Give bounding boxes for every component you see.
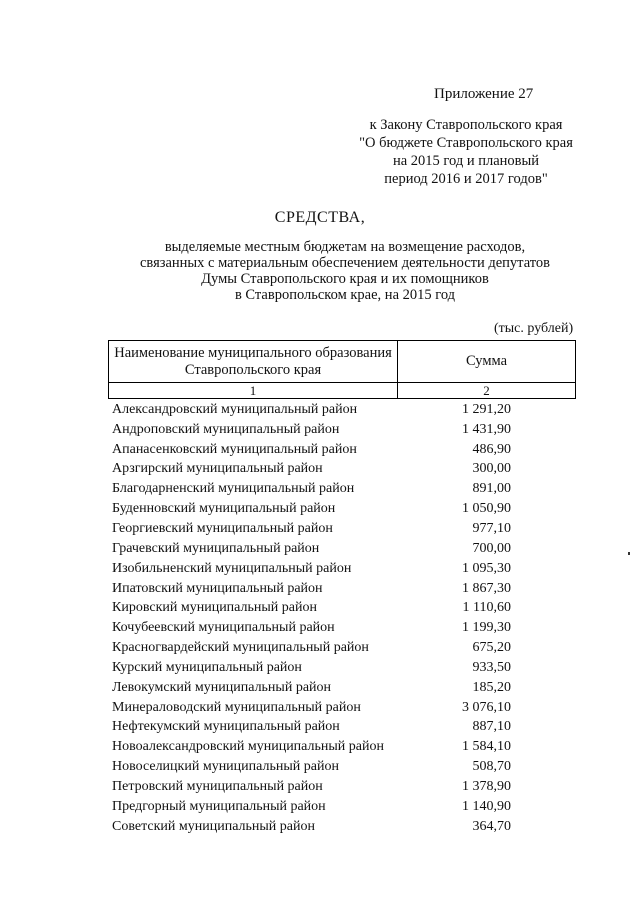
table-row: [108, 440, 576, 460]
subtitle-line: выделяемые местным бюджетам на возмещение расходов,: [164, 239, 526, 255]
municipality-name: Новоалександровский муниципальный район: [112, 739, 384, 755]
municipality-name: Александровский муниципальный район: [112, 401, 358, 417]
table-row: [108, 618, 576, 638]
document-title: СРЕДСТВА,: [274, 209, 366, 226]
table-row: [108, 658, 576, 678]
law-line: на 2015 год и плановый: [392, 153, 540, 169]
table-row: [108, 638, 576, 658]
table-row: [108, 400, 576, 420]
subtitle-line: в Ставропольском крае, на 2015 год: [234, 287, 456, 303]
table-row: [108, 698, 576, 718]
amount-value: 700,00: [472, 540, 511, 556]
municipality-name: Андроповский муниципальный район: [112, 421, 340, 437]
column-header-name: [109, 341, 398, 382]
municipality-name: Красногвардейский муниципальный район: [112, 640, 369, 656]
municipality-name: Советский муниципальный район: [112, 818, 315, 834]
municipality-name: Буденновский муниципальный район: [112, 501, 336, 517]
table-row: [108, 797, 576, 817]
table-row: [108, 519, 576, 539]
table-row: [108, 539, 576, 559]
municipality-name: Петровский муниципальный район: [112, 778, 323, 794]
municipality-name: Ипатовский муниципальный район: [112, 580, 323, 596]
amount-value: 1 095,30: [462, 560, 511, 576]
municipality-name: Предгорный муниципальный район: [112, 798, 326, 814]
municipality-name: Новоселицкий муниципальный район: [112, 759, 339, 775]
table-row: [108, 460, 576, 480]
subtitle-line: Думы Ставропольского края и их помощников: [201, 271, 489, 287]
subtitle-line: связанных с материальным обеспечением деятельности депутатов: [139, 255, 550, 271]
table-body: [108, 400, 576, 837]
amount-value: 1 431,90: [462, 421, 511, 437]
amount-value: 1 867,30: [462, 580, 511, 596]
amount-value: 887,10: [472, 719, 511, 735]
municipality-name: Изобильненский муниципальный район: [112, 560, 352, 576]
amount-value: 1 199,30: [462, 620, 511, 636]
municipality-name: Благодарненский муниципальный район: [112, 481, 355, 497]
table-row: [108, 579, 576, 599]
amount-value: 891,00: [472, 481, 511, 497]
municipality-name: Минераловодский муниципальный район: [112, 699, 361, 715]
table-row: [108, 598, 576, 618]
table-row: [108, 777, 576, 797]
municipality-name: Георгиевский муниципальный район: [112, 520, 333, 536]
column-numbers-row: [108, 383, 576, 399]
amount-value: 977,10: [472, 520, 511, 536]
funds-table: [108, 340, 576, 837]
column-number-1: 1: [109, 383, 398, 398]
amount-value: 1 140,90: [462, 798, 511, 814]
law-reference: [356, 116, 576, 188]
municipality-name: Апанасенковский муниципальный район: [112, 441, 357, 457]
amount-value: 508,70: [472, 759, 511, 775]
table-row: [108, 757, 576, 777]
amount-value: 1 110,60: [462, 600, 511, 616]
table-row: [108, 817, 576, 837]
municipality-name: Нефтекумский муниципальный район: [112, 719, 340, 735]
column-header-name-line: Наименование муниципального образования: [114, 344, 392, 361]
municipality-name: Левокумский муниципальный район: [112, 679, 332, 695]
table-row: [108, 718, 576, 738]
amount-value: 300,00: [472, 461, 511, 477]
document-subtitle: [110, 239, 580, 303]
amount-value: 1 291,20: [462, 401, 511, 417]
municipality-name: Грачевский муниципальный район: [112, 540, 320, 556]
table-row: [108, 420, 576, 440]
amount-value: 364,70: [472, 818, 511, 834]
law-line: к Закону Ставропольского края: [369, 117, 563, 133]
amount-value: 3 076,10: [462, 699, 511, 715]
amount-value: 486,90: [472, 441, 511, 457]
table-row: [108, 499, 576, 519]
appendix-number: Приложение 27: [434, 86, 534, 102]
municipality-name: Кочубеевский муниципальный район: [112, 620, 335, 636]
amount-value: 1 584,10: [462, 739, 511, 755]
column-header-sum: Сумма: [465, 353, 508, 369]
table-header: [108, 340, 576, 383]
amount-value: 1 050,90: [462, 501, 511, 517]
municipality-name: Кировский муниципальный район: [112, 600, 317, 616]
amount-value: 675,20: [472, 640, 511, 656]
municipality-name: Арзгирский муниципальный район: [112, 461, 323, 477]
table-row: [108, 678, 576, 698]
table-row: [108, 737, 576, 757]
column-header-name-line: Ставропольского края: [184, 361, 322, 378]
scan-mark: [628, 552, 630, 555]
table-row: [108, 559, 576, 579]
units-label: (тыс. рублей): [494, 321, 574, 336]
column-number-2: 2: [483, 383, 490, 398]
law-line: период 2016 и 2017 годов": [384, 171, 548, 187]
table-row: [108, 479, 576, 499]
amount-value: 933,50: [472, 659, 511, 675]
amount-value: 185,20: [472, 679, 511, 695]
law-line: "О бюджете Ставропольского края: [359, 135, 573, 151]
municipality-name: Курский муниципальный район: [112, 659, 302, 675]
amount-value: 1 378,90: [462, 778, 511, 794]
